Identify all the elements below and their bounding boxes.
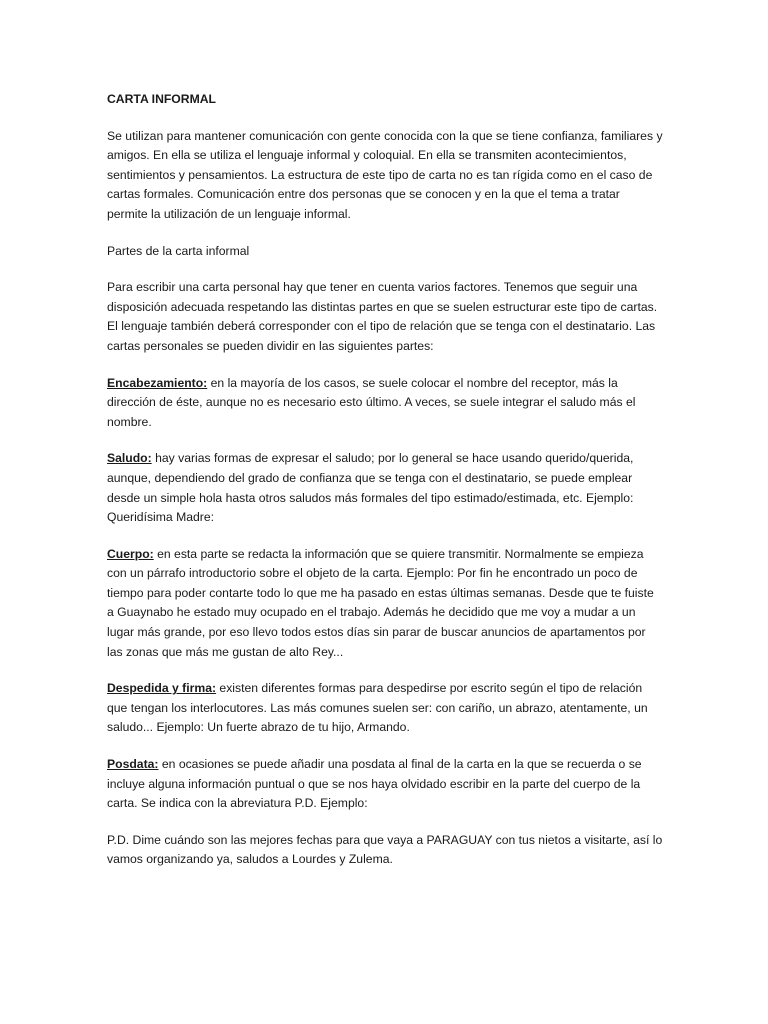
part-term: Saludo: [107,451,152,466]
part-despedida [107,679,663,738]
part-term: Despedida y firma: [107,681,217,696]
part-posdata [107,755,663,814]
part-term: Cuerpo: [107,546,154,561]
part-term: Encabezamiento: [107,375,208,390]
part-encabezamiento [107,374,663,433]
intro-paragraph: Se utilizan para mantener comunicación con gente conocida con la que se tiene confianza, familiares y amigos. En ella se utiliza el lenguaje informal y coloquial. En ella se transmiten acontecimientos, sentimientos y pensamientos. La estructura de este tipo de carta no es tan rígida como en el caso de cartas formales. Comunicación entre dos personas que se conocen y en la que el tema a tratar permite la utilización de un lenguaje informal. [107,128,663,221]
part-saludo [107,449,663,527]
parts-intro-paragraph: Para escribir una carta personal hay que tener en cuenta varios factores. Tenemos que seguir una disposición adecuada respetando las distintas partes en que se suelen estructurar este tipo de cartas. El lenguaje también deberá corresponder con el tipo de relación que se tenga con el destinatario. Las cartas personales se pueden dividir en las siguientes partes: [107,280,658,353]
part-cuerpo [107,545,663,663]
part-term: Posdata: [107,757,159,772]
part-text: en la mayoría de los casos, se suele colocar el nombre del receptor, más la dirección de éste, aunque no es necesario esto último. A veces, se suele integrar el saludo más el nombre. [107,375,636,429]
part-text: en ocasiones se puede añadir una posdata al final de la carta en la que se recuerda o se incluye alguna información puntual o que se nos haya olvidado escribir en la parte del cuerpo de la carta. Se indica con la abreviatura P.D. Ejemplo: [107,757,642,811]
closing-example: P.D. Dime cuándo son las mejores fechas para que vaya a PARAGUAY con tus nietos a visitarte, así lo vamos organizando ya, saludos a Lourdes y Zulema. [107,832,663,867]
section-heading: Partes de la carta informal [107,243,250,258]
document-page [107,90,663,887]
part-text: hay varias formas de expresar el saludo; por lo general se hace usando querido/querida, aunque, dependiendo del grado de confianza que se tenga con el destinatario, se puede emplear desde un simple hola hasta otros saludos más formales del tipo estimado/estimada, etc. Ejemplo: Queridísima Madre: [107,451,634,525]
part-text: existen diferentes formas para despedirse por escrito según el tipo de relación que tengan los interlocutores. Las más comunes suelen ser: con cariño, un abrazo, atentamente, un saludo... Ejemplo: Un fuerte abrazo de tu hijo, Armando. [107,681,648,735]
part-text: en esta parte se redacta la información que se quiere transmitir. Normalmente se empieza con un párrafo introductorio sobre el objeto de la carta. Ejemplo: Por fin he encontrado un poco de tiempo para poder contarte todo lo que me ha pasado en estas últimas semanas. Desde que te fuiste a Guaynabo he estado muy ocupado en el trabajo. Además he decidido que me voy a mudar a un lugar más grande, por eso llevo todos estos días sin parar de buscar anuncios de apartamentos por las zonas que más me gustan de alto Rey... [107,546,654,659]
document-title: CARTA INFORMAL [107,92,216,106]
